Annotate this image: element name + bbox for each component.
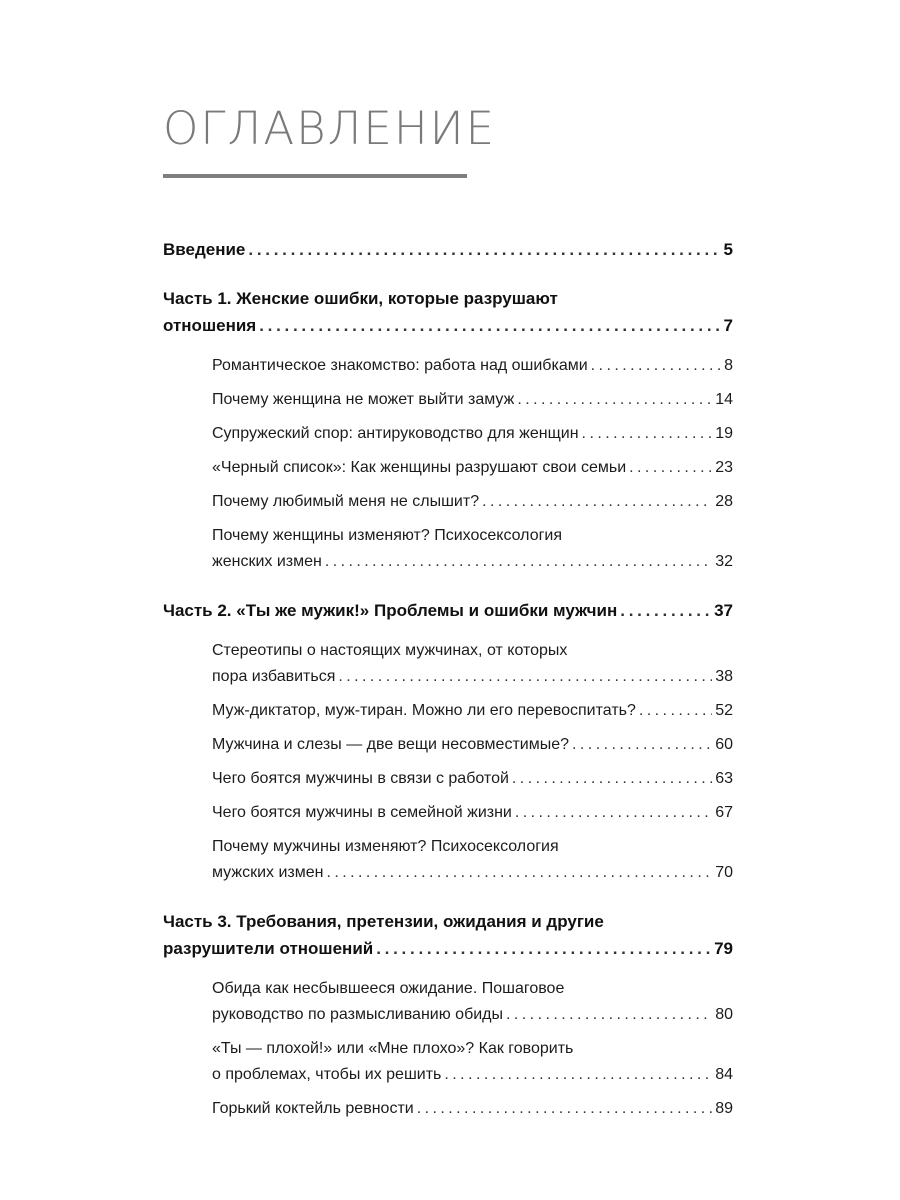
toc-entry-part-3[interactable]	[163, 908, 733, 962]
toc-page-number: 52	[715, 702, 733, 719]
toc-chapter-title-line: Почему мужчины изменяют? Психосексология	[212, 838, 559, 855]
toc-chapter[interactable]	[212, 800, 733, 826]
toc-entry-title-line: Часть 2. «Ты же мужик!» Проблемы и ошибки мужчин	[163, 601, 618, 620]
toc-chapter-title-line: Стереотипы о настоящих мужчинах, от которых	[212, 642, 568, 659]
dot-leader	[506, 1002, 712, 1028]
toc-entry-intro[interactable]	[163, 236, 733, 263]
toc-chapter[interactable]	[212, 455, 733, 481]
toc-page-number: 19	[715, 425, 733, 442]
title-underline	[163, 174, 467, 178]
toc-entry-title-line: отношения	[163, 316, 257, 335]
toc-page-number: 7	[723, 316, 733, 335]
toc-chapter-title: Чего боятся мужчины в семейной жизни	[212, 804, 512, 821]
dot-leader	[572, 732, 712, 758]
dot-leader	[629, 455, 712, 481]
dot-leader	[259, 312, 720, 339]
toc-page-number: 89	[715, 1100, 733, 1117]
toc-chapter[interactable]	[212, 732, 733, 758]
toc-chapter-title: Супружеский спор: антируководство для женщин	[212, 425, 579, 442]
toc-chapter-title-line: руководство по размысливанию обиды	[212, 1006, 503, 1023]
toc-chapter[interactable]	[212, 834, 733, 886]
dot-leader	[582, 421, 713, 447]
toc-chapter[interactable]	[212, 698, 733, 724]
toc-chapter[interactable]	[212, 1096, 733, 1122]
toc-chapter-title: Романтическое знакомство: работа над ошибками	[212, 357, 588, 374]
dot-leader	[482, 489, 712, 515]
dot-leader	[517, 387, 712, 413]
dot-leader	[338, 664, 712, 690]
toc-page-number: 14	[715, 391, 733, 408]
toc-chapter[interactable]	[212, 421, 733, 447]
dot-leader	[620, 597, 711, 624]
toc-page-number: 23	[715, 459, 733, 476]
toc-chapter[interactable]	[212, 387, 733, 413]
toc-page-number: 38	[715, 668, 733, 685]
toc-entry-title-line: разрушители отношений	[163, 939, 374, 958]
dot-leader	[444, 1062, 712, 1088]
toc-page-number: 80	[715, 1006, 733, 1023]
toc-chapter[interactable]	[212, 489, 733, 515]
toc-chapter-title-line: Почему женщины изменяют? Психосексология	[212, 527, 563, 544]
toc-entry-title: Введение	[163, 240, 246, 259]
toc-chapter[interactable]	[212, 1036, 733, 1088]
toc-page-number: 8	[724, 357, 733, 374]
dot-leader	[325, 549, 712, 575]
dot-leader	[639, 698, 712, 724]
toc-page-number: 84	[715, 1066, 733, 1083]
toc-page-number: 63	[715, 770, 733, 787]
toc-chapter-title: Горький коктейль ревности	[212, 1100, 414, 1117]
toc-page-number: 5	[723, 240, 733, 259]
toc-chapter-title: Чего боятся мужчины в связи с работой	[212, 770, 509, 787]
toc-chapter[interactable]	[212, 638, 733, 690]
table-of-contents	[163, 236, 733, 1122]
toc-entry-part-2[interactable]	[163, 597, 733, 624]
dot-leader	[417, 1096, 713, 1122]
toc-chapter-title: «Черный список»: Как женщины разрушают свои семьи	[212, 459, 627, 476]
toc-chapter-title: Муж-диктатор, муж-тиран. Можно ли его перевоспитать?	[212, 702, 636, 719]
page-title: ОГЛАВЛЕНИЕ	[163, 102, 497, 155]
toc-chapter-title: Почему любимый меня не слышит?	[212, 493, 480, 510]
toc-chapter-title-line: пора избавиться	[212, 668, 336, 685]
toc-entry-title-line: Часть 3. Требования, претензии, ожидания и другие	[163, 912, 604, 931]
dot-leader	[515, 800, 712, 826]
toc-page-number: 37	[714, 601, 733, 620]
toc-page-number: 60	[715, 736, 733, 753]
toc-page-number: 28	[715, 493, 733, 510]
toc-entry-part-1[interactable]	[163, 285, 733, 339]
toc-entry-title-line: Часть 1. Женские ошибки, которые разрушают	[163, 289, 558, 308]
toc-page-number: 70	[715, 864, 733, 881]
dot-leader	[512, 766, 712, 792]
dot-leader	[591, 353, 721, 379]
dot-leader	[326, 860, 712, 886]
toc-chapter-title-line: мужских измен	[212, 864, 324, 881]
dot-leader	[376, 935, 711, 962]
toc-page-number: 67	[715, 804, 733, 821]
toc-chapter-title-line: женских измен	[212, 553, 322, 570]
toc-page-number: 79	[714, 939, 733, 958]
toc-page-number: 32	[715, 553, 733, 570]
toc-chapter-title-line: Обида как несбывшееся ожидание. Пошаговое	[212, 980, 565, 997]
toc-chapter-title-line: о проблемах, чтобы их решить	[212, 1066, 442, 1083]
dot-leader	[248, 236, 720, 263]
toc-chapter-title: Мужчина и слезы — две вещи несовместимые?	[212, 736, 570, 753]
toc-chapter-title: Почему женщина не может выйти замуж	[212, 391, 515, 408]
toc-chapter-title-line: «Ты — плохой!» или «Мне плохо»? Как говорить	[212, 1040, 574, 1057]
toc-chapter[interactable]	[212, 353, 733, 379]
toc-chapter[interactable]	[212, 766, 733, 792]
toc-chapter[interactable]	[212, 523, 733, 575]
toc-chapter[interactable]	[212, 976, 733, 1028]
